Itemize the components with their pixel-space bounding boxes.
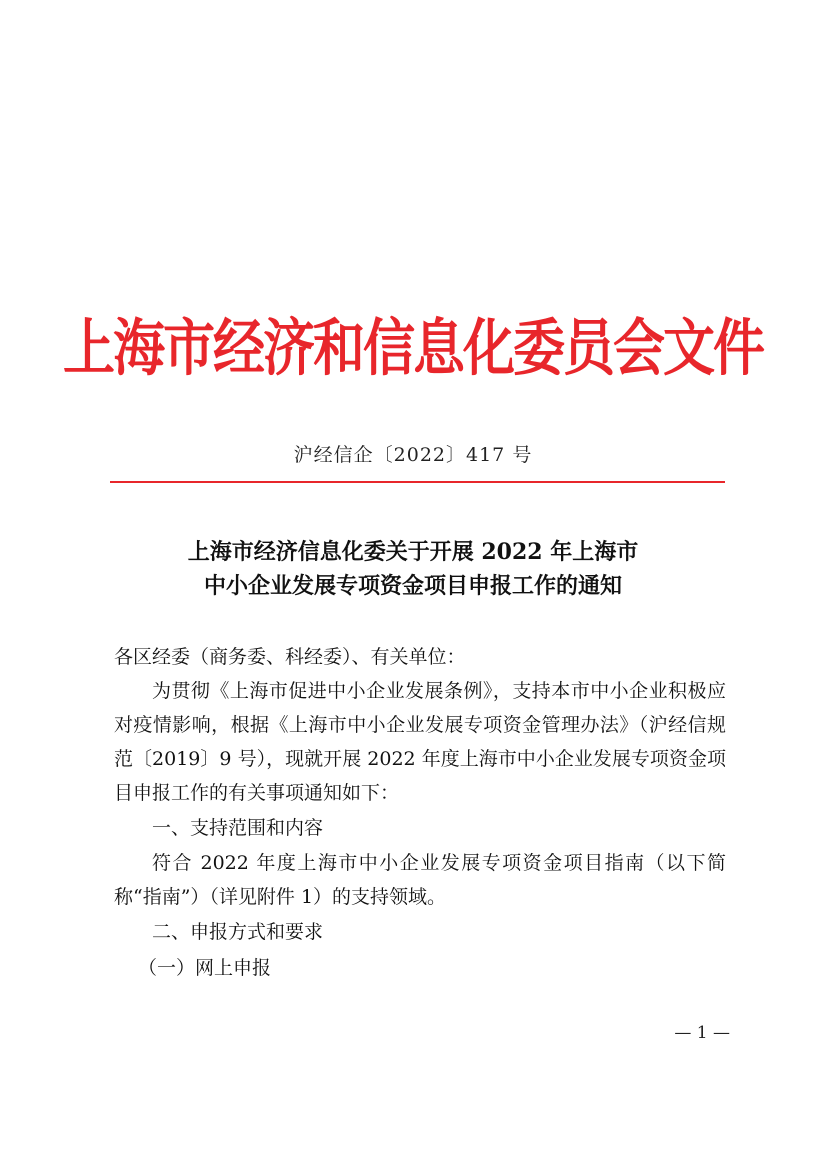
title-line-2: 中小企业发展专项资金项目申报工作的通知 (203, 573, 622, 599)
masthead-title: 上海市经济和信息化委员会文件 (62, 312, 763, 385)
title-line-1: 上海市经济信息化委关于开展 2022 年上海市 (187, 539, 639, 565)
section-2-subheading-1: （一）网上申报 (138, 957, 272, 979)
section-1-heading: 一、支持范围和内容 (152, 817, 324, 839)
section-1-paragraph: 符合 2022 年度上海市中小企业发展专项资金项目指南（以下简称“指南”）（详见附件 1）的支持领域。 (114, 852, 726, 908)
red-divider-line (110, 481, 725, 483)
intro-paragraph: 为贯彻《上海市促进中小企业发展条例》，支持本市中小企业积极应对疫情影响，根据《上海市中小企业发展专项资金管理办法》（沪经信规范〔2019〕9 号），现就开展 2022 年度上海市中小企业发展专项资金项目申报工作的有关事项通知如下： (114, 680, 726, 804)
document-number: 沪经信企〔2022〕417 号 (293, 444, 533, 466)
document-title (0, 535, 826, 603)
salutation: 各区经委（商务委、科经委）、有关单位： (114, 646, 466, 668)
section-2-heading: 二、申报方式和要求 (152, 921, 324, 943)
document-body (114, 640, 726, 986)
page-number: — 1 — (674, 1023, 730, 1043)
